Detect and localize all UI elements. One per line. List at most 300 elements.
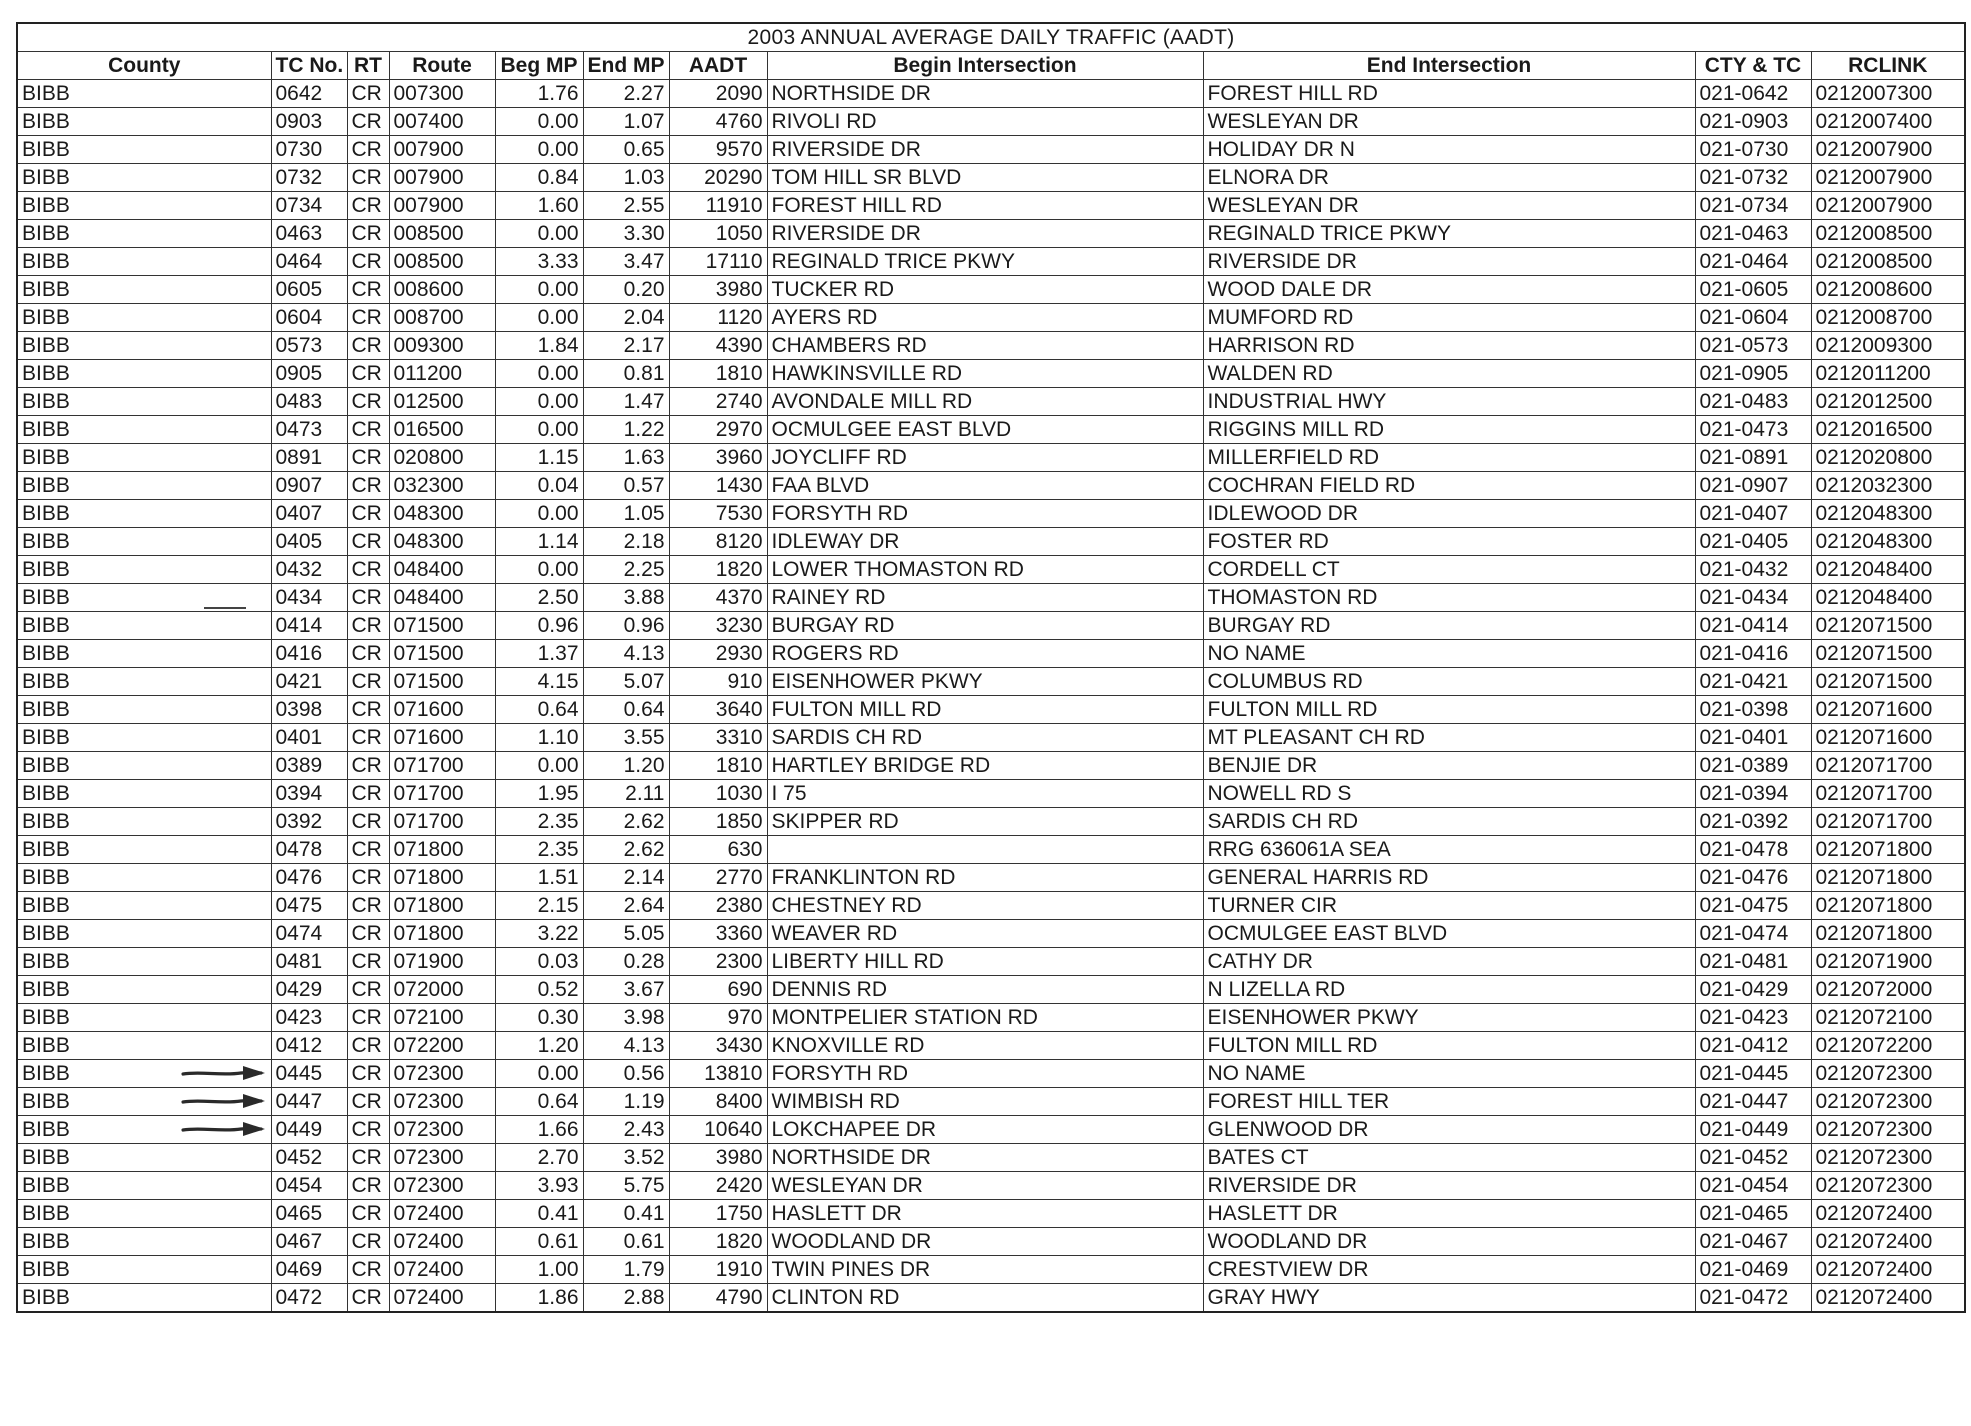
cell-rclink: 0212071900 xyxy=(1811,948,1965,976)
cell-end-mp: 2.17 xyxy=(583,332,669,360)
cell-begin-intersection: RIVERSIDE DR xyxy=(767,220,1203,248)
cell-rt: CR xyxy=(347,444,389,472)
cell-route: 071900 xyxy=(389,948,495,976)
cell-aadt: 3980 xyxy=(669,1144,767,1172)
table-row xyxy=(17,1060,1965,1088)
cell-end-intersection: COLUMBUS RD xyxy=(1203,668,1695,696)
county-name: BIBB xyxy=(22,306,70,329)
cell-cty-tc: 021-0454 xyxy=(1695,1172,1811,1200)
cell-end-mp: 2.88 xyxy=(583,1284,669,1313)
cell-rclink: 0212072300 xyxy=(1811,1144,1965,1172)
table-row xyxy=(17,388,1965,416)
cell-begin-intersection: MONTPELIER STATION RD xyxy=(767,1004,1203,1032)
county-name: BIBB xyxy=(22,278,70,301)
cell-begin-intersection: LOKCHAPEE DR xyxy=(767,1116,1203,1144)
cell-begin-intersection: TUCKER RD xyxy=(767,276,1203,304)
cell-rt: CR xyxy=(347,164,389,192)
county-name: BIBB xyxy=(22,838,70,861)
cell-county xyxy=(17,472,271,500)
cell-route: 007900 xyxy=(389,136,495,164)
cell-route: 016500 xyxy=(389,416,495,444)
cell-beg-mp: 3.93 xyxy=(495,1172,583,1200)
cell-tc-no: 0605 xyxy=(271,276,347,304)
cell-route: 071600 xyxy=(389,724,495,752)
cell-rclink: 0212007400 xyxy=(1811,108,1965,136)
cell-beg-mp: 0.04 xyxy=(495,472,583,500)
cell-county xyxy=(17,108,271,136)
county-name: BIBB xyxy=(22,1090,70,1113)
cell-begin-intersection: OCMULGEE EAST BLVD xyxy=(767,416,1203,444)
cell-rt: CR xyxy=(347,528,389,556)
cell-begin-intersection: AVONDALE MILL RD xyxy=(767,388,1203,416)
cell-beg-mp: 1.14 xyxy=(495,528,583,556)
cell-cty-tc: 021-0452 xyxy=(1695,1144,1811,1172)
cell-end-mp: 5.05 xyxy=(583,920,669,948)
cell-cty-tc: 021-0481 xyxy=(1695,948,1811,976)
county-name: BIBB xyxy=(22,418,70,441)
cell-route: 008500 xyxy=(389,220,495,248)
cell-county xyxy=(17,192,271,220)
cell-begin-intersection: JOYCLIFF RD xyxy=(767,444,1203,472)
cell-tc-no: 0730 xyxy=(271,136,347,164)
cell-cty-tc: 021-0905 xyxy=(1695,360,1811,388)
cell-end-mp: 3.30 xyxy=(583,220,669,248)
cell-rt: CR xyxy=(347,276,389,304)
cell-rclink: 0212072100 xyxy=(1811,1004,1965,1032)
cell-route: 008600 xyxy=(389,276,495,304)
cell-county xyxy=(17,500,271,528)
cell-aadt: 2380 xyxy=(669,892,767,920)
cell-route: 072400 xyxy=(389,1200,495,1228)
cell-begin-intersection: DENNIS RD xyxy=(767,976,1203,1004)
cell-rt: CR xyxy=(347,1116,389,1144)
cell-aadt: 2930 xyxy=(669,640,767,668)
cell-tc-no: 0465 xyxy=(271,1200,347,1228)
cell-end-mp: 5.07 xyxy=(583,668,669,696)
cell-county xyxy=(17,1144,271,1172)
cell-end-intersection: N LIZELLA RD xyxy=(1203,976,1695,1004)
county-name: BIBB xyxy=(22,586,70,609)
cell-beg-mp: 3.22 xyxy=(495,920,583,948)
table-row xyxy=(17,80,1965,108)
cell-route: 072400 xyxy=(389,1256,495,1284)
cell-route: 032300 xyxy=(389,472,495,500)
cell-end-intersection: NOWELL RD S xyxy=(1203,780,1695,808)
cell-aadt: 8120 xyxy=(669,528,767,556)
cell-rt: CR xyxy=(347,1200,389,1228)
cell-beg-mp: 2.15 xyxy=(495,892,583,920)
table-row xyxy=(17,528,1965,556)
cell-cty-tc: 021-0605 xyxy=(1695,276,1811,304)
county-name: BIBB xyxy=(22,1034,70,1057)
table-row xyxy=(17,360,1965,388)
cell-begin-intersection: REGINALD TRICE PKWY xyxy=(767,248,1203,276)
county-name: BIBB xyxy=(22,782,70,805)
cell-county xyxy=(17,136,271,164)
cell-tc-no: 0891 xyxy=(271,444,347,472)
cell-end-mp: 2.18 xyxy=(583,528,669,556)
cell-aadt: 1850 xyxy=(669,808,767,836)
cell-begin-intersection: NORTHSIDE DR xyxy=(767,80,1203,108)
cell-rt: CR xyxy=(347,1060,389,1088)
cell-end-mp: 2.43 xyxy=(583,1116,669,1144)
cell-begin-intersection: AYERS RD xyxy=(767,304,1203,332)
cell-tc-no: 0604 xyxy=(271,304,347,332)
cell-end-mp: 2.14 xyxy=(583,864,669,892)
cell-rt: CR xyxy=(347,108,389,136)
cell-rt: CR xyxy=(347,248,389,276)
cell-county xyxy=(17,388,271,416)
cell-aadt: 1750 xyxy=(669,1200,767,1228)
cell-rt: CR xyxy=(347,1256,389,1284)
county-name: BIBB xyxy=(22,1202,70,1225)
table-row xyxy=(17,668,1965,696)
hand-drawn-arrow-icon xyxy=(181,1064,267,1082)
cell-tc-no: 0483 xyxy=(271,388,347,416)
cell-cty-tc: 021-0464 xyxy=(1695,248,1811,276)
cell-rt: CR xyxy=(347,416,389,444)
cell-county xyxy=(17,1032,271,1060)
cell-end-mp: 1.19 xyxy=(583,1088,669,1116)
cell-tc-no: 0734 xyxy=(271,192,347,220)
cell-end-intersection: BURGAY RD xyxy=(1203,612,1695,640)
cell-end-intersection: SARDIS CH RD xyxy=(1203,808,1695,836)
table-row xyxy=(17,444,1965,472)
cell-end-mp: 2.62 xyxy=(583,836,669,864)
cell-begin-intersection: RIVERSIDE DR xyxy=(767,136,1203,164)
cell-county xyxy=(17,416,271,444)
cell-cty-tc: 021-0398 xyxy=(1695,696,1811,724)
cell-begin-intersection: BURGAY RD xyxy=(767,612,1203,640)
cell-beg-mp: 0.64 xyxy=(495,1088,583,1116)
cell-end-intersection: FOREST HILL RD xyxy=(1203,80,1695,108)
cell-tc-no: 0405 xyxy=(271,528,347,556)
cell-end-intersection: FULTON MILL RD xyxy=(1203,696,1695,724)
table-row xyxy=(17,220,1965,248)
county-name: BIBB xyxy=(22,446,70,469)
cell-aadt: 1430 xyxy=(669,472,767,500)
cell-county xyxy=(17,640,271,668)
cell-rt: CR xyxy=(347,612,389,640)
cell-rclink: 0212048400 xyxy=(1811,556,1965,584)
cell-beg-mp: 1.86 xyxy=(495,1284,583,1313)
table-row xyxy=(17,276,1965,304)
table-row xyxy=(17,1256,1965,1284)
column-header-beg-mp: Beg MP xyxy=(495,52,583,80)
cell-end-mp: 0.57 xyxy=(583,472,669,500)
table-row xyxy=(17,808,1965,836)
cell-tc-no: 0454 xyxy=(271,1172,347,1200)
cell-cty-tc: 021-0472 xyxy=(1695,1284,1811,1313)
cell-aadt: 1030 xyxy=(669,780,767,808)
cell-begin-intersection: WIMBISH RD xyxy=(767,1088,1203,1116)
cell-county xyxy=(17,612,271,640)
cell-route: 007400 xyxy=(389,108,495,136)
cell-beg-mp: 1.20 xyxy=(495,1032,583,1060)
table-row xyxy=(17,500,1965,528)
cell-rclink: 0212072400 xyxy=(1811,1256,1965,1284)
cell-tc-no: 0394 xyxy=(271,780,347,808)
cell-begin-intersection: FAA BLVD xyxy=(767,472,1203,500)
cell-end-mp: 3.67 xyxy=(583,976,669,1004)
table-row xyxy=(17,612,1965,640)
cell-aadt: 2420 xyxy=(669,1172,767,1200)
cell-cty-tc: 021-0445 xyxy=(1695,1060,1811,1088)
cell-begin-intersection: FOREST HILL RD xyxy=(767,192,1203,220)
cell-route: 020800 xyxy=(389,444,495,472)
county-name: BIBB xyxy=(22,82,70,105)
table-row xyxy=(17,584,1965,612)
cell-end-intersection: RIVERSIDE DR xyxy=(1203,1172,1695,1200)
county-name: BIBB xyxy=(22,1146,70,1169)
cell-end-intersection: RIGGINS MILL RD xyxy=(1203,416,1695,444)
cell-end-intersection: OCMULGEE EAST BLVD xyxy=(1203,920,1695,948)
cell-rclink: 0212007900 xyxy=(1811,192,1965,220)
cell-beg-mp: 0.00 xyxy=(495,220,583,248)
cell-county xyxy=(17,948,271,976)
county-name: BIBB xyxy=(22,642,70,665)
cell-aadt: 1810 xyxy=(669,360,767,388)
cell-route: 011200 xyxy=(389,360,495,388)
cell-beg-mp: 0.00 xyxy=(495,108,583,136)
cell-route: 072000 xyxy=(389,976,495,1004)
cell-route: 048300 xyxy=(389,500,495,528)
cell-end-mp: 1.63 xyxy=(583,444,669,472)
cell-rt: CR xyxy=(347,1228,389,1256)
cell-county xyxy=(17,80,271,108)
cell-beg-mp: 1.51 xyxy=(495,864,583,892)
cell-beg-mp: 1.95 xyxy=(495,780,583,808)
cell-tc-no: 0423 xyxy=(271,1004,347,1032)
cell-rclink: 0212071700 xyxy=(1811,780,1965,808)
table-row xyxy=(17,1116,1965,1144)
cell-end-intersection: GRAY HWY xyxy=(1203,1284,1695,1313)
cell-rt: CR xyxy=(347,696,389,724)
cell-beg-mp: 0.00 xyxy=(495,276,583,304)
cell-end-mp: 0.96 xyxy=(583,612,669,640)
cell-end-mp: 4.13 xyxy=(583,1032,669,1060)
cell-end-mp: 0.28 xyxy=(583,948,669,976)
cell-tc-no: 0445 xyxy=(271,1060,347,1088)
cell-end-intersection: HOLIDAY DR N xyxy=(1203,136,1695,164)
cell-end-intersection: NO NAME xyxy=(1203,1060,1695,1088)
cell-cty-tc: 021-0429 xyxy=(1695,976,1811,1004)
cell-beg-mp: 0.64 xyxy=(495,696,583,724)
cell-aadt: 4790 xyxy=(669,1284,767,1313)
cell-route: 072300 xyxy=(389,1060,495,1088)
cell-rt: CR xyxy=(347,1284,389,1313)
cell-route: 048400 xyxy=(389,556,495,584)
cell-route: 071800 xyxy=(389,836,495,864)
cell-cty-tc: 021-0478 xyxy=(1695,836,1811,864)
cell-end-mp: 1.47 xyxy=(583,388,669,416)
cell-rclink: 0212071600 xyxy=(1811,724,1965,752)
cell-cty-tc: 021-0476 xyxy=(1695,864,1811,892)
cell-beg-mp: 1.60 xyxy=(495,192,583,220)
cell-county xyxy=(17,892,271,920)
cell-begin-intersection: WOODLAND DR xyxy=(767,1228,1203,1256)
cell-county xyxy=(17,528,271,556)
cell-county xyxy=(17,360,271,388)
county-name: BIBB xyxy=(22,334,70,357)
cell-end-intersection: HASLETT DR xyxy=(1203,1200,1695,1228)
county-name: BIBB xyxy=(22,1230,70,1253)
cell-aadt: 2090 xyxy=(669,80,767,108)
table-row xyxy=(17,248,1965,276)
cell-county xyxy=(17,1088,271,1116)
cell-end-mp: 0.61 xyxy=(583,1228,669,1256)
cell-rclink: 0212007900 xyxy=(1811,164,1965,192)
table-row xyxy=(17,108,1965,136)
cell-tc-no: 0407 xyxy=(271,500,347,528)
column-header-end-intersection: End Intersection xyxy=(1203,52,1695,80)
cell-end-mp: 3.55 xyxy=(583,724,669,752)
cell-county xyxy=(17,808,271,836)
cell-tc-no: 0573 xyxy=(271,332,347,360)
table-title: 2003 ANNUAL AVERAGE DAILY TRAFFIC (AADT) xyxy=(17,23,1965,52)
table-row xyxy=(17,1032,1965,1060)
cell-end-intersection: IDLEWOOD DR xyxy=(1203,500,1695,528)
cell-aadt: 1120 xyxy=(669,304,767,332)
cell-rclink: 0212048300 xyxy=(1811,528,1965,556)
county-name: BIBB xyxy=(22,222,70,245)
cell-end-intersection: REGINALD TRICE PKWY xyxy=(1203,220,1695,248)
cell-route: 071800 xyxy=(389,920,495,948)
cell-rclink: 0212072400 xyxy=(1811,1284,1965,1313)
cell-rclink: 0212009300 xyxy=(1811,332,1965,360)
cell-county xyxy=(17,1200,271,1228)
cell-end-mp: 1.22 xyxy=(583,416,669,444)
cell-beg-mp: 1.10 xyxy=(495,724,583,752)
cell-aadt: 2970 xyxy=(669,416,767,444)
cell-aadt: 7530 xyxy=(669,500,767,528)
cell-cty-tc: 021-0465 xyxy=(1695,1200,1811,1228)
cell-begin-intersection: KNOXVILLE RD xyxy=(767,1032,1203,1060)
cell-beg-mp: 1.37 xyxy=(495,640,583,668)
cell-route: 072300 xyxy=(389,1172,495,1200)
cell-begin-intersection xyxy=(767,836,1203,864)
cell-route: 007900 xyxy=(389,164,495,192)
cell-beg-mp: 0.00 xyxy=(495,136,583,164)
cell-aadt: 3360 xyxy=(669,920,767,948)
cell-aadt: 20290 xyxy=(669,164,767,192)
cell-rclink: 0212071500 xyxy=(1811,612,1965,640)
cell-rt: CR xyxy=(347,80,389,108)
cell-tc-no: 0429 xyxy=(271,976,347,1004)
cell-end-intersection: CATHY DR xyxy=(1203,948,1695,976)
table-row xyxy=(17,864,1965,892)
cell-cty-tc: 021-0389 xyxy=(1695,752,1811,780)
cell-rclink: 0212008500 xyxy=(1811,248,1965,276)
cell-rclink: 0212072000 xyxy=(1811,976,1965,1004)
cell-county xyxy=(17,696,271,724)
cell-rt: CR xyxy=(347,976,389,1004)
cell-tc-no: 0472 xyxy=(271,1284,347,1313)
cell-rt: CR xyxy=(347,640,389,668)
table-row xyxy=(17,556,1965,584)
cell-tc-no: 0463 xyxy=(271,220,347,248)
cell-county xyxy=(17,556,271,584)
cell-aadt: 1820 xyxy=(669,556,767,584)
cell-rclink: 0212072300 xyxy=(1811,1060,1965,1088)
cell-rt: CR xyxy=(347,1004,389,1032)
cell-county xyxy=(17,220,271,248)
cell-aadt: 3960 xyxy=(669,444,767,472)
cell-end-intersection: WESLEYAN DR xyxy=(1203,192,1695,220)
cell-beg-mp: 0.00 xyxy=(495,1060,583,1088)
hand-drawn-arrow-icon xyxy=(181,1092,267,1110)
cell-rt: CR xyxy=(347,752,389,780)
cell-end-intersection: INDUSTRIAL HWY xyxy=(1203,388,1695,416)
county-name: BIBB xyxy=(22,166,70,189)
column-header-route: Route xyxy=(389,52,495,80)
cell-end-intersection: EISENHOWER PKWY xyxy=(1203,1004,1695,1032)
cell-beg-mp: 2.50 xyxy=(495,584,583,612)
cell-route: 008500 xyxy=(389,248,495,276)
cell-end-intersection: WALDEN RD xyxy=(1203,360,1695,388)
cell-tc-no: 0464 xyxy=(271,248,347,276)
table-row xyxy=(17,136,1965,164)
cell-begin-intersection: FRANKLINTON RD xyxy=(767,864,1203,892)
cell-tc-no: 0473 xyxy=(271,416,347,444)
cell-rclink: 0212007900 xyxy=(1811,136,1965,164)
cell-begin-intersection: RIVOLI RD xyxy=(767,108,1203,136)
cell-cty-tc: 021-0474 xyxy=(1695,920,1811,948)
cell-tc-no: 0421 xyxy=(271,668,347,696)
cell-cty-tc: 021-0730 xyxy=(1695,136,1811,164)
cell-begin-intersection: HAWKINSVILLE RD xyxy=(767,360,1203,388)
cell-rt: CR xyxy=(347,724,389,752)
cell-aadt: 630 xyxy=(669,836,767,864)
cell-rclink: 0212071800 xyxy=(1811,920,1965,948)
cell-end-intersection: HARRISON RD xyxy=(1203,332,1695,360)
cell-begin-intersection: HARTLEY BRIDGE RD xyxy=(767,752,1203,780)
cell-beg-mp: 0.03 xyxy=(495,948,583,976)
cell-end-mp: 3.98 xyxy=(583,1004,669,1032)
cell-rt: CR xyxy=(347,1144,389,1172)
table-row xyxy=(17,640,1965,668)
cell-tc-no: 0642 xyxy=(271,80,347,108)
cell-route: 072200 xyxy=(389,1032,495,1060)
cell-county xyxy=(17,1060,271,1088)
cell-rt: CR xyxy=(347,584,389,612)
cell-end-mp: 2.27 xyxy=(583,80,669,108)
cell-rclink: 0212007300 xyxy=(1811,80,1965,108)
cell-cty-tc: 021-0434 xyxy=(1695,584,1811,612)
county-name: BIBB xyxy=(22,362,70,385)
cell-begin-intersection: SARDIS CH RD xyxy=(767,724,1203,752)
cell-aadt: 970 xyxy=(669,1004,767,1032)
cell-beg-mp: 1.00 xyxy=(495,1256,583,1284)
cell-beg-mp: 0.30 xyxy=(495,1004,583,1032)
cell-begin-intersection: LOWER THOMASTON RD xyxy=(767,556,1203,584)
table-row xyxy=(17,948,1965,976)
aadt-table xyxy=(16,22,1966,1313)
cell-tc-no: 0478 xyxy=(271,836,347,864)
cell-tc-no: 0401 xyxy=(271,724,347,752)
cell-end-mp: 0.41 xyxy=(583,1200,669,1228)
cell-tc-no: 0905 xyxy=(271,360,347,388)
cell-aadt: 1810 xyxy=(669,752,767,780)
cell-end-mp: 4.13 xyxy=(583,640,669,668)
cell-end-mp: 0.81 xyxy=(583,360,669,388)
cell-cty-tc: 021-0732 xyxy=(1695,164,1811,192)
cell-beg-mp: 0.00 xyxy=(495,500,583,528)
table-row xyxy=(17,696,1965,724)
column-header-aadt: AADT xyxy=(669,52,767,80)
cell-rclink: 0212008700 xyxy=(1811,304,1965,332)
cell-cty-tc: 021-0405 xyxy=(1695,528,1811,556)
